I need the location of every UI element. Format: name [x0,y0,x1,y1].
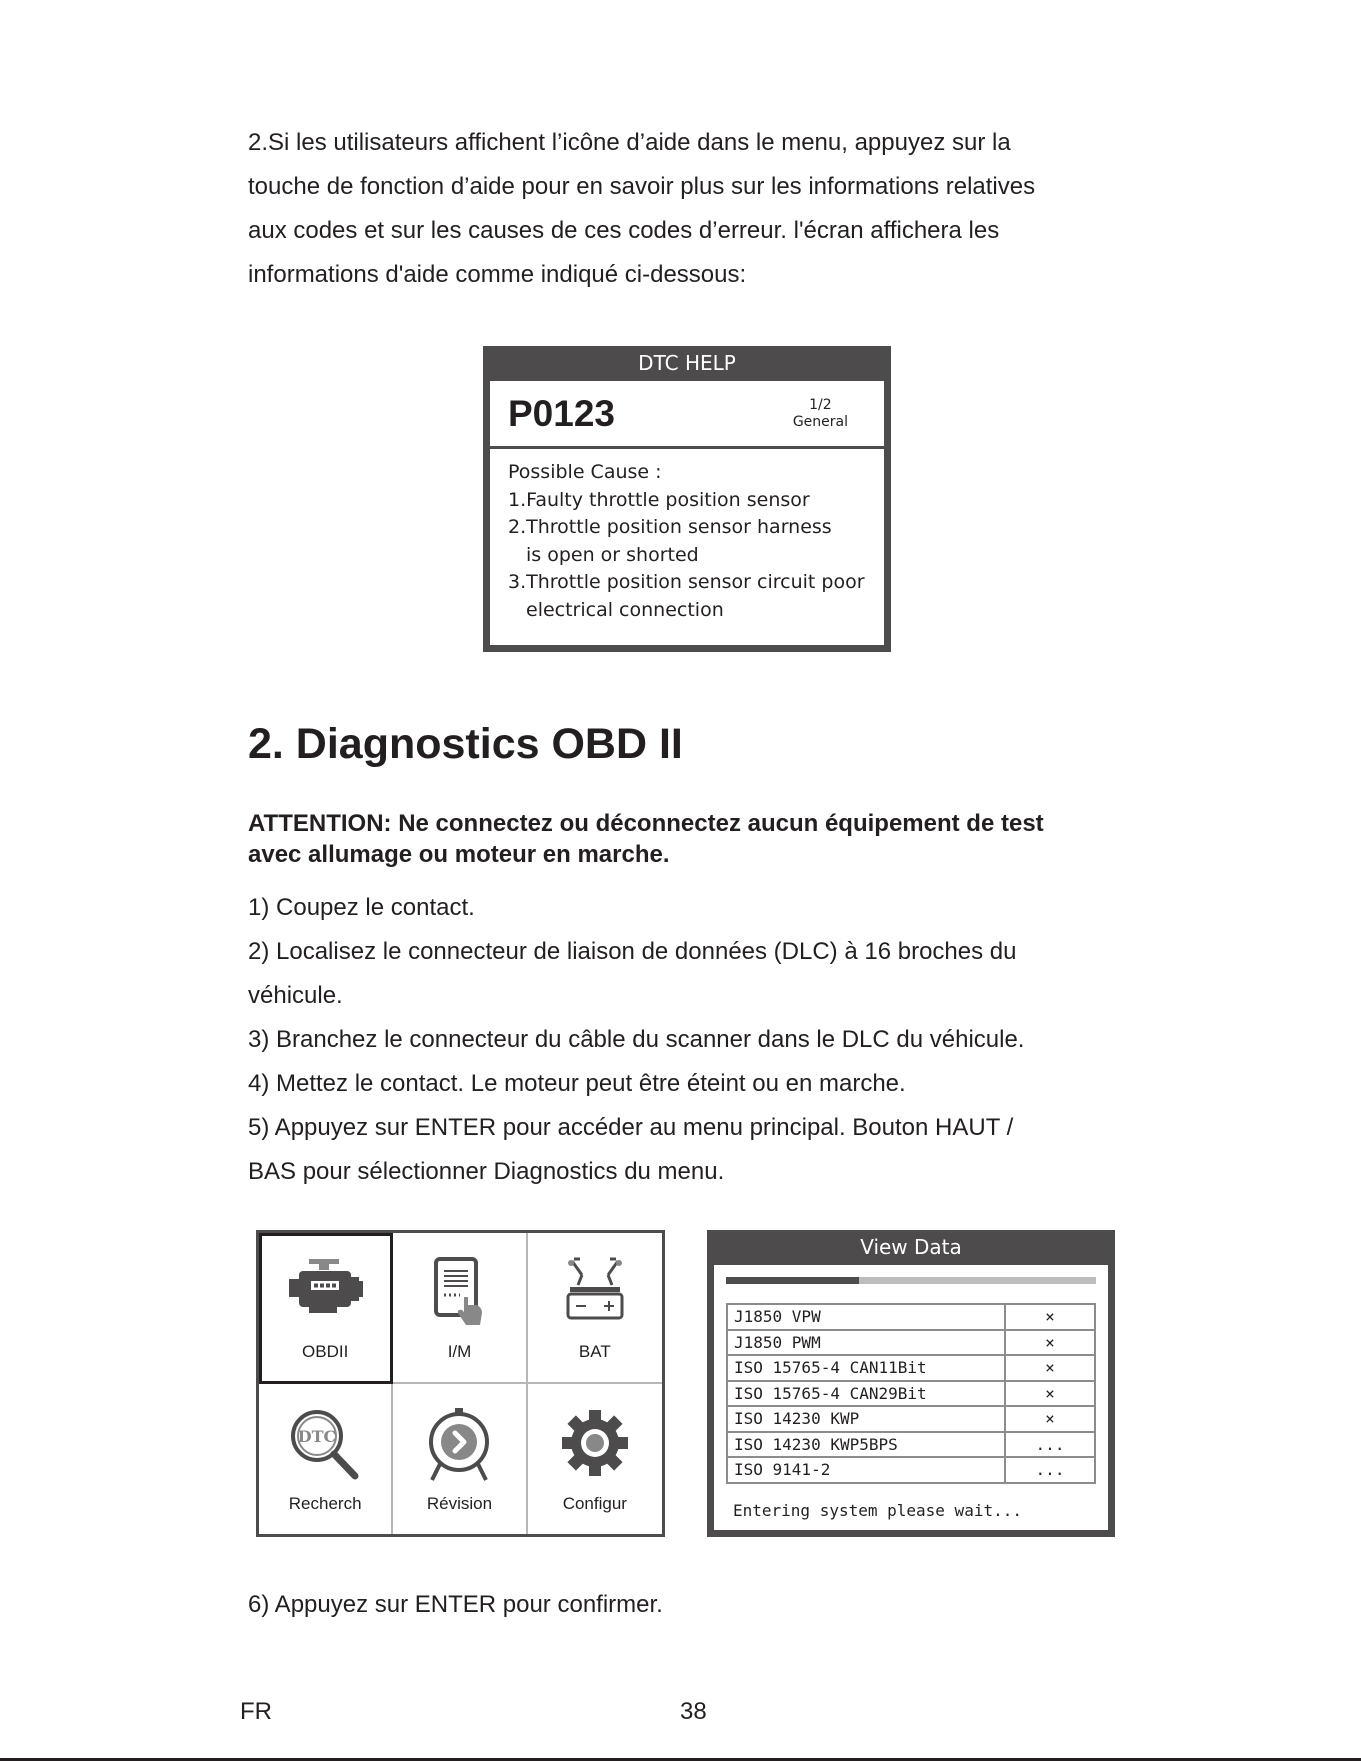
dtc-page-number: 1/2 [809,397,832,413]
protocol-status: × [1005,1381,1095,1407]
menu-item-bat[interactable] [528,1233,662,1384]
engine-icon [285,1257,365,1321]
step-line: 5) Appuyez sur ENTER pour accéder au menu principal. Bouton HAUT / [248,1114,1014,1141]
step-line: 2) Localisez le connecteur de liaison de données (DLC) à 16 broches du [248,938,1017,965]
menu-item-label: I/M [447,1341,472,1361]
gear-icon [560,1408,630,1478]
dtc-cause-list [490,449,884,645]
dtc-cause-line: 3.Throttle position sensor circuit poor [508,571,865,593]
dtc-cause-line: Possible Cause : [508,461,662,483]
table-row [727,1457,1095,1483]
menu-item-recherch[interactable] [259,1384,393,1535]
intro-line: aux codes et sur les causes de ces codes d’erreur. l'écran affichera les [248,217,1000,244]
step-line: 4) Mettez le contact. Le moteur peut être éteint ou en marche. [248,1070,906,1097]
progress-bar [726,1277,1096,1284]
section-title: 2. Diagnostics OBD II [248,720,683,768]
step-line: 1) Coupez le contact. [248,894,475,921]
attention-line: ATTENTION: Ne connectez ou déconnectez aucun équipement de test [248,810,1044,837]
menu-item-configur[interactable] [528,1384,662,1535]
table-row [727,1432,1095,1458]
dtc-search-icon [287,1408,363,1480]
protocol-name: ISO 14230 KWP [727,1406,1005,1432]
menu-item-im[interactable] [393,1233,527,1384]
dtc-code: P0123 [508,393,615,434]
dtc-cause-line: 2.Throttle position sensor harness [508,516,832,538]
protocol-name: J1850 VPW [727,1304,1005,1330]
protocol-name: ISO 15765-4 CAN29Bit [727,1381,1005,1407]
dtc-cause-line: 1.Faulty throttle position sensor [508,488,810,511]
table-row [727,1330,1095,1356]
main-menu-screen [256,1230,665,1537]
protocol-name: ISO 15765-4 CAN11Bit [727,1355,1005,1381]
steps-list [248,886,1128,1194]
protocol-status: ... [1005,1432,1095,1458]
footer-language: FR [240,1698,272,1725]
protocol-status: × [1005,1355,1095,1381]
protocol-name: J1850 PWM [727,1330,1005,1356]
step-line: véhicule. [248,982,343,1009]
table-row [727,1304,1095,1330]
intro-line: informations d'aide comme indiqué ci-dessous: [248,261,747,288]
menu-item-obdii[interactable] [259,1233,393,1384]
dtc-page-indicator [793,397,848,431]
attention-line: avec allumage ou moteur en marche. [248,841,670,868]
dtc-cause-line: electrical connection [526,598,724,621]
tablet-touch-icon [424,1257,494,1327]
attention-note [248,808,1128,870]
table-row [727,1381,1095,1407]
dtc-category: General [792,414,848,430]
step-line: 6) Appuyez sur ENTER pour confirmer. [248,1591,663,1618]
view-data-body [714,1265,1108,1530]
svg-text:DTC: DTC [297,1426,337,1446]
status-message: Entering system please wait... [733,1501,1022,1520]
protocol-status: × [1005,1330,1095,1356]
progress-bar-fill [726,1277,859,1284]
view-data-title: View Data [860,1235,962,1259]
intro-paragraph [248,121,1128,297]
menu-item-label: Révision [426,1494,493,1513]
table-row [727,1406,1095,1432]
protocol-table [726,1303,1096,1484]
page-number: 38 [680,1698,707,1725]
dtc-help-title: DTC HELP [638,351,736,375]
menu-item-label: OBDII [302,1341,349,1361]
protocol-status: ... [1005,1457,1095,1483]
review-icon [424,1408,494,1484]
protocol-name: ISO 14230 KWP5BPS [727,1432,1005,1458]
protocol-status: × [1005,1304,1095,1330]
step-line: 3) Branchez le connecteur du câble du scanner dans le DLC du véhicule. [248,1026,1025,1053]
table-row [727,1355,1095,1381]
view-data-screen [707,1230,1115,1537]
protocol-name: ISO 9141-2 [727,1457,1005,1483]
menu-item-label: Recherch [288,1494,362,1513]
protocol-status: × [1005,1406,1095,1432]
intro-line: 2.Si les utilisateurs affichent l’icône d’aide dans le menu, appuyez sur la [248,129,1011,156]
menu-item-label: BAT [578,1341,611,1361]
dtc-help-screen [483,346,891,652]
menu-item-label: Configur [562,1494,627,1513]
battery-icon [560,1257,630,1321]
step-line: BAS pour sélectionner Diagnostics du menu. [248,1158,725,1185]
dtc-code-header [490,381,884,446]
intro-line: touche de fonction d’aide pour en savoir plus sur les informations relatives [248,173,1036,200]
dtc-cause-line: is open or shorted [526,543,699,566]
menu-item-revision[interactable] [393,1384,527,1535]
